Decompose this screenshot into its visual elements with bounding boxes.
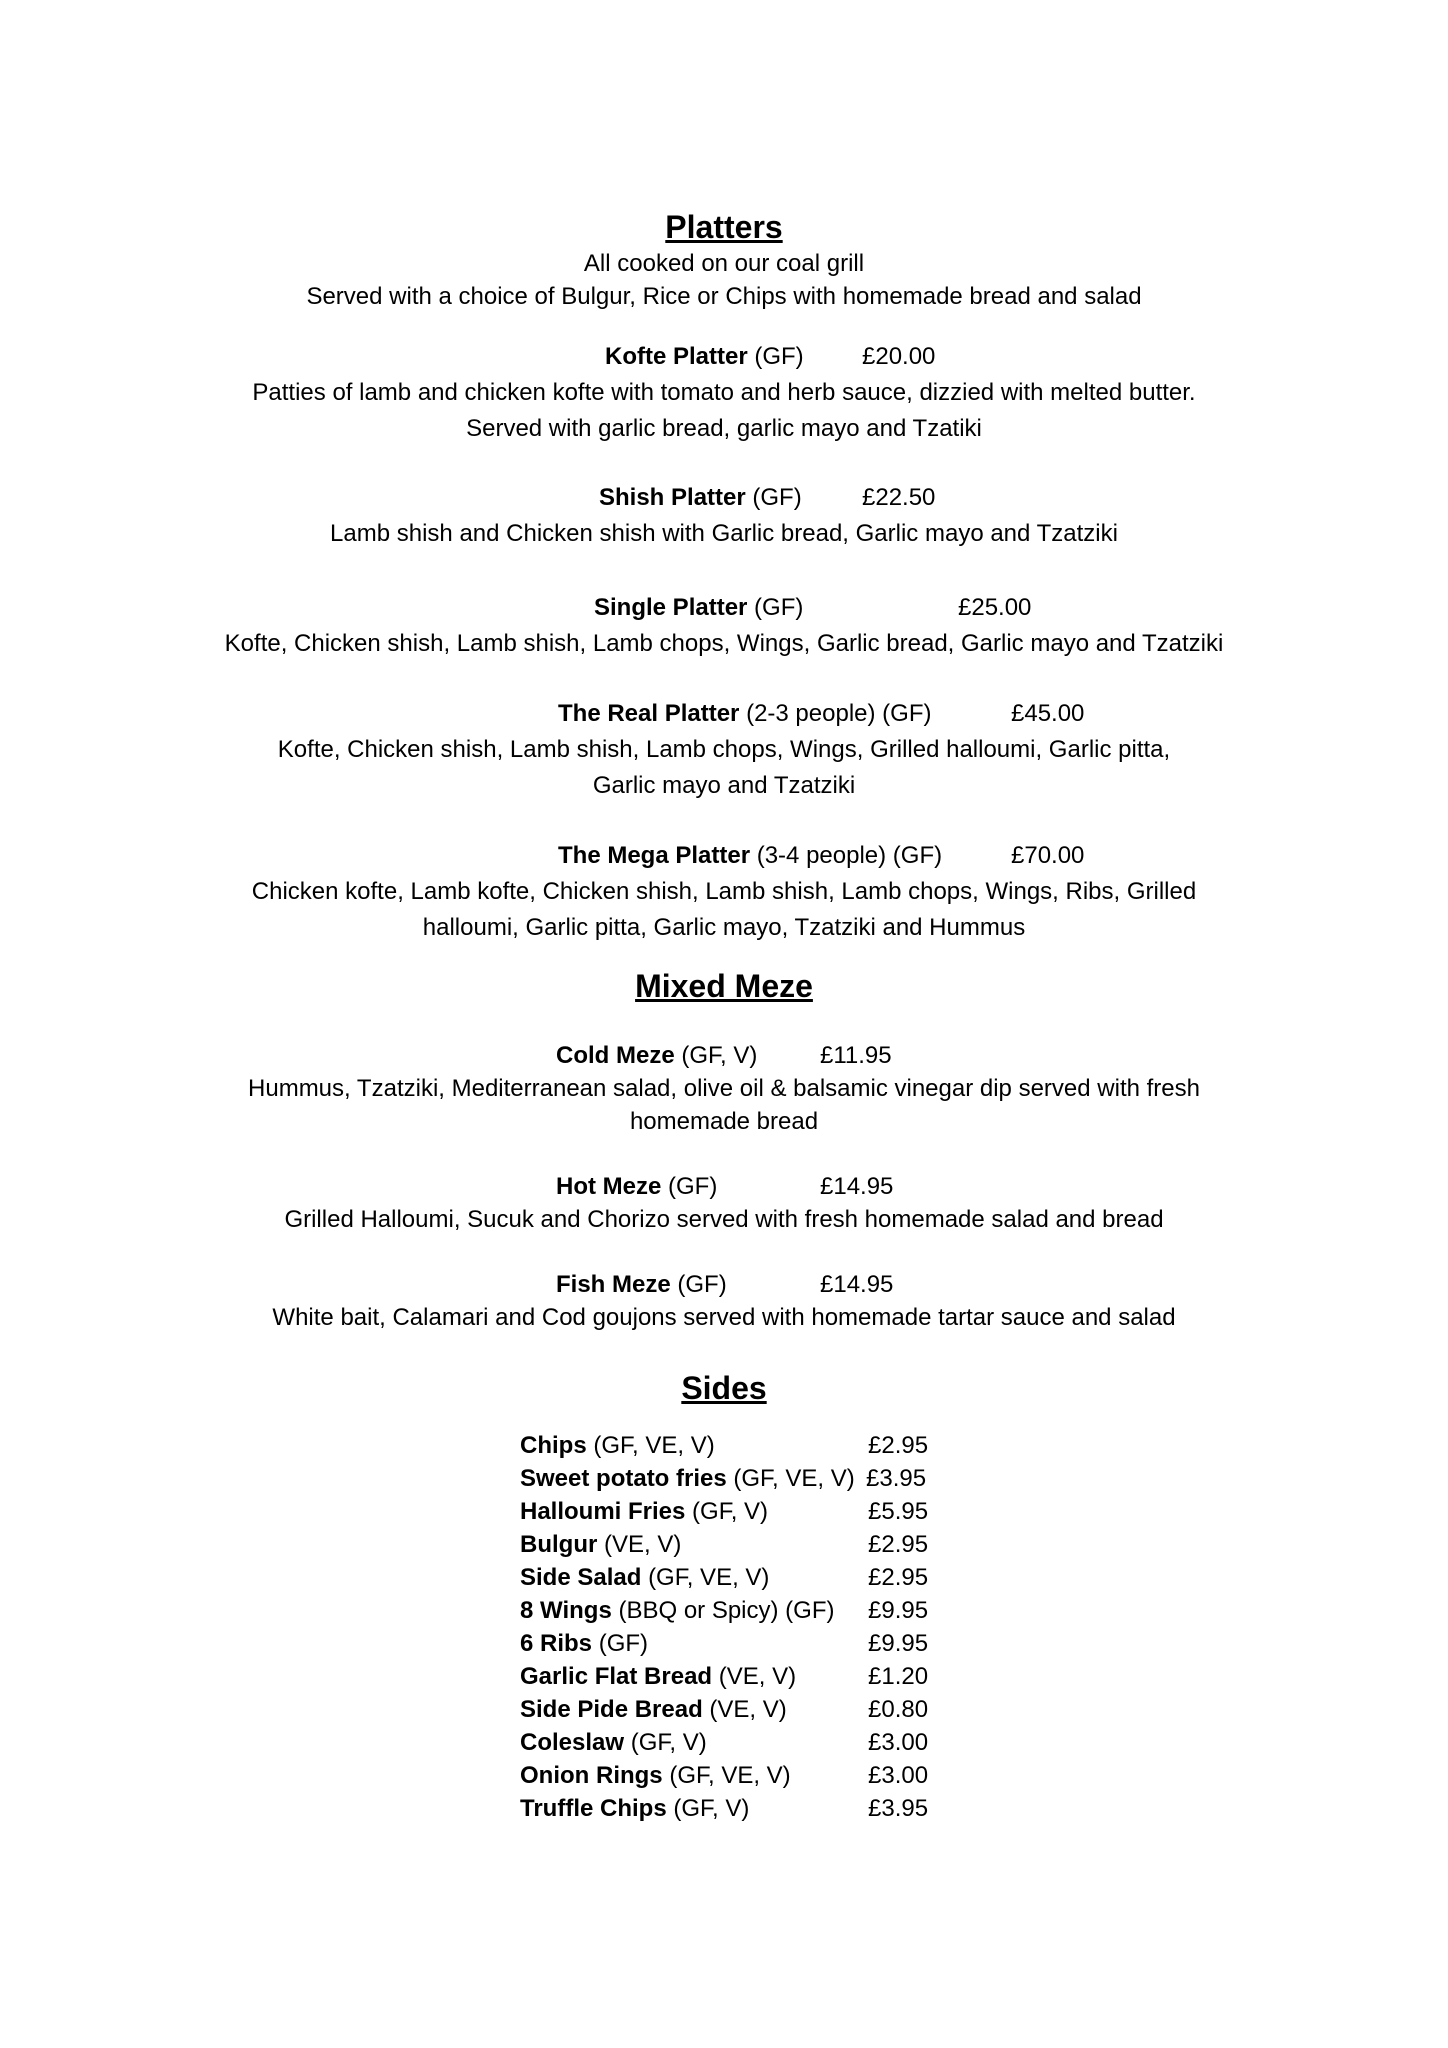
item-note: (3-4 people) (GF) [756,842,943,869]
item-description: Kofte, Chicken shish, Lamb shish, Lamb chops, Wings, Grilled halloumi, Garlic pitta, [277,736,1171,763]
item-description: homemade bread [629,1108,819,1135]
item-note: (GF, VE, V) [593,1432,715,1459]
item-note: (GF, VE, V) [733,1465,855,1492]
item-name: The Real Platter [558,700,740,727]
menu-item-title [556,1040,757,1072]
item-name: Cold Meze [556,1042,675,1069]
meze-heading: Mixed Meze [635,968,813,1004]
side-item [0,1727,1448,1759]
item-name: Garlic Flat Bread [520,1663,713,1690]
item-description: Kofte, Chicken shish, Lamb shish, Lamb chops, Wings, Garlic bread, Garlic mayo and Tzatziki [224,630,1224,657]
side-item [0,1496,1448,1528]
item-note: (BBQ or Spicy) (GF) [618,1597,835,1624]
item-name: Hot Meze [556,1173,662,1200]
item-price: £14.95 [820,1173,894,1200]
item-name: The Mega Platter [558,842,751,869]
platters-subtitle-1: All cooked on our coal grill [583,250,865,277]
sides-heading: Sides [681,1370,767,1406]
item-name: Coleslaw [520,1729,625,1756]
item-note: (GF) [677,1271,727,1298]
item-description: Served with garlic bread, garlic mayo and Tzatiki [466,415,982,442]
item-price: £5.95 [868,1498,929,1525]
item-note: (GF, V) [673,1795,750,1822]
item-price: £22.50 [862,484,936,511]
platters-heading: Platters [665,209,783,245]
side-item [0,1694,1448,1726]
item-price: £3.00 [868,1762,929,1789]
item-price: £0.80 [868,1696,929,1723]
side-item [0,1595,1448,1627]
item-price: £9.95 [868,1597,929,1624]
menu-item-title [599,482,802,514]
item-price: £70.00 [1011,842,1085,869]
item-name: Onion Rings [520,1762,663,1789]
item-note: (VE, V) [709,1696,787,1723]
side-item [0,1463,1448,1495]
item-description: Lamb shish and Chicken shish with Garlic bread, Garlic mayo and Tzatziki [330,520,1118,547]
item-description: Grilled Halloumi, Sucuk and Chorizo served with fresh homemade salad and bread [284,1206,1164,1233]
item-note: (GF) [598,1630,649,1657]
item-price: £1.20 [868,1663,929,1690]
item-price: £45.00 [1011,700,1085,727]
item-note: (GF, VE, V) [669,1762,791,1789]
item-price: £20.00 [862,343,936,370]
item-description: Patties of lamb and chicken kofte with tomato and herb sauce, dizzied with melted butter. [252,379,1196,406]
item-price: £2.95 [868,1564,929,1591]
item-description: Hummus, Tzatziki, Mediterranean salad, olive oil & balsamic vinegar dip served with fresh [248,1075,1200,1102]
item-note: (GF, V) [630,1729,707,1756]
item-price: £3.95 [866,1465,927,1492]
item-price: £9.95 [868,1630,929,1657]
item-note: (2-3 people) (GF) [746,700,932,727]
item-note: (GF) [668,1173,718,1200]
item-note: (VE, V) [718,1663,797,1690]
item-note: (GF, VE, V) [648,1564,770,1591]
item-price: £3.95 [868,1795,929,1822]
item-name: Truffle Chips [520,1795,667,1822]
item-name: Chips [520,1432,587,1459]
menu-item-title [558,840,942,872]
item-note: (GF) [754,594,804,621]
item-name: Side Pide Bread [520,1696,703,1723]
menu-item-title [556,1269,727,1301]
side-item [0,1760,1448,1792]
menu-item-title [556,1171,717,1203]
item-name: 8 Wings [520,1597,612,1624]
side-item [0,1562,1448,1594]
item-note: (GF) [752,484,802,511]
item-name: Halloumi Fries [520,1498,686,1525]
item-name: 6 Ribs [520,1630,593,1657]
item-name: Side Salad [520,1564,642,1591]
platters-subtitle-2: Served with a choice of Bulgur, Rice or Chips with homemade bread and salad [306,283,1142,310]
item-note: (GF) [754,343,804,370]
item-name: Kofte Platter [605,343,748,370]
side-item [0,1529,1448,1561]
side-item [0,1430,1448,1462]
menu-item-title [605,341,804,373]
item-description: Garlic mayo and Tzatziki [592,772,856,799]
menu-item-title [558,698,931,730]
item-price: £14.95 [820,1271,894,1298]
side-item [0,1661,1448,1693]
item-price: £2.95 [868,1531,929,1558]
item-description: White bait, Calamari and Cod goujons served with homemade tartar sauce and salad [272,1304,1176,1331]
item-name: Shish Platter [599,484,746,511]
item-description: Chicken kofte, Lamb kofte, Chicken shish, Lamb shish, Lamb chops, Wings, Ribs, Grilled [251,878,1197,905]
item-name: Single Platter [594,594,748,621]
item-price: £25.00 [958,594,1032,621]
side-item [0,1628,1448,1660]
item-note: (GF, V) [681,1042,758,1069]
item-note: (GF, V) [692,1498,769,1525]
item-price: £2.95 [868,1432,929,1459]
item-name: Fish Meze [556,1271,671,1298]
item-note: (VE, V) [604,1531,682,1558]
item-price: £3.00 [868,1729,929,1756]
side-item [0,1793,1448,1825]
item-price: £11.95 [820,1042,892,1069]
item-name: Sweet potato fries [520,1465,727,1492]
item-description: halloumi, Garlic pitta, Garlic mayo, Tzatziki and Hummus [422,914,1026,941]
menu-item-title [594,592,803,624]
item-name: Bulgur [520,1531,598,1558]
